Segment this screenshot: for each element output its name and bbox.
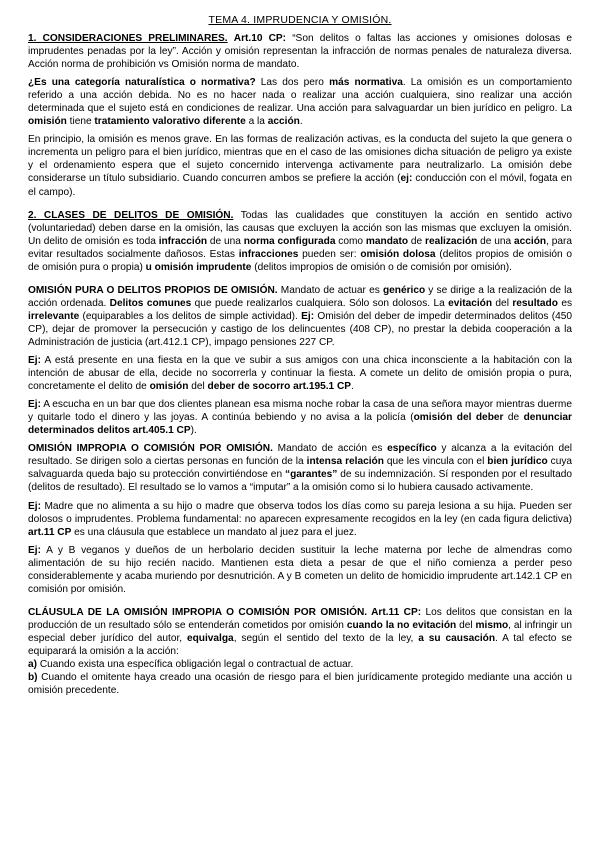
bold-span: cuando la no evitación: [346, 619, 457, 631]
bold-span: equivalga: [186, 632, 234, 644]
text-span: tiene: [66, 116, 95, 128]
bold-span: más normativa: [329, 77, 403, 89]
s4-example-2: [28, 544, 572, 596]
text-span: del: [188, 381, 208, 393]
text-span: . A tal efecto se equiparará la omisión a la acción:: [28, 632, 573, 657]
text-span: y se dirige a la realización de la acción ordenada.: [28, 284, 572, 309]
text-span: (delitos propios de omisión o de omisión pura o propia): [28, 248, 573, 273]
bold-span: Ej:: [28, 399, 41, 411]
text-span: que les vincula con el: [383, 456, 488, 468]
document-title: TEMA 4. IMPRUDENCIA Y OMISIÓN.: [208, 14, 392, 26]
bold-span: u omisión imprudente: [145, 261, 252, 273]
bold-span: Ej:: [28, 544, 41, 556]
bold-span: acción: [514, 235, 547, 247]
s1-paragraph-2: [28, 76, 572, 128]
text-span: como: [335, 235, 366, 247]
bold-span: resultado: [512, 297, 558, 309]
text-span: del: [456, 619, 476, 631]
text-span: conducción con el móvil, fogata en el campo).: [28, 173, 572, 198]
text-span: .: [351, 381, 354, 393]
text-span: de una: [477, 235, 514, 247]
bold-span: deber de socorro art.195.1 CP: [207, 381, 352, 393]
text-span: que puede realizarlos cualquiera. Sólo son dolosos. La: [191, 297, 449, 309]
text-span: a la: [245, 116, 268, 128]
s1-heading: 1. CONSIDERACIONES PRELIMINARES.: [28, 33, 228, 44]
s5-heading: CLÁUSULA DE LA OMISIÓN IMPROPIA O COMISIÓN POR OMISIÓN. Art.11 CP:: [28, 606, 422, 618]
s4-example-1: [28, 500, 572, 539]
text-span: Mandato de acción es: [272, 443, 388, 455]
text-span: Las dos pero: [255, 77, 330, 89]
bold-span: mismo: [475, 619, 509, 631]
text-span: .: [299, 116, 303, 128]
s2-paragraph: [28, 209, 572, 274]
text-span: . La omisión es un comportamiento referido a una acción debida. No es no hacer nada o realizar una acción cualquiera, sino realizar una acción determinada que el sujeto está en condiciones de realizar. Una acción para salvaguardar un bien jurídico en peligro. La: [28, 77, 573, 115]
text-span: (equiparables a los delitos de simple actividad).: [79, 310, 302, 322]
bold-span: intensa relación: [306, 456, 384, 468]
text-span: es una cláusula que establece un mandato al juez para el juez.: [71, 526, 357, 538]
bold-span: Ej:: [28, 500, 41, 512]
text-span: , al infringir un especial deber jurídico del autor,: [28, 619, 573, 644]
bold-span: tratamiento valorativo diferente: [94, 116, 246, 128]
list-item-a: Cuando exista una específica obligación legal o contractual de actuar.: [37, 659, 354, 671]
text-span: cuya salvaguarda queda bajo su protección convirtiéndose en: [28, 456, 573, 481]
bold-span: Delitos comunes: [109, 297, 192, 309]
bold-span: mandato: [365, 235, 409, 247]
text-span: del: [492, 297, 513, 309]
s1-text: “Son delitos o faltas las acciones y omisiones dolosas e imprudentes penadas por la ley”. Acción y omisión representan la infracción de normas penales de naturaleza diversa. Acción norma de prohibición vs Omisión norma de mandato.: [28, 33, 572, 71]
document-page: [28, 14, 572, 702]
s3-example-1: [28, 354, 572, 393]
list-marker-a: a): [28, 659, 38, 671]
s3-example-2: [28, 398, 572, 437]
text-span: es: [557, 297, 573, 309]
bold-span: omisión: [149, 381, 189, 393]
bold-span: irrelevante: [28, 310, 80, 322]
bold-span: Ej:: [28, 355, 41, 367]
bold-span: Ej:: [301, 310, 315, 322]
bold-span: específico: [387, 443, 437, 455]
bold-span: ej:: [400, 173, 413, 185]
bold-span: bien jurídico: [487, 456, 548, 468]
bold-span: omisión del deber: [413, 412, 504, 424]
text-span: de: [503, 412, 524, 424]
text-span: A y B veganos y dueños de un herbolario deciden sustituir la leche materna por leche de almendras como alimentación de su hijo recién nacido. Mantienen esta dieta a pesar de que el niño comienza a perder peso considerablemente y acaba muriendo por desnutrición. A y B cometen un delito de homicidio imprudente art.142.1 CP en comisión por omisión.: [28, 544, 572, 595]
bold-span: art.11 CP: [28, 526, 72, 538]
bold-span: genérico: [382, 284, 426, 296]
text-span: y alcanza a la evitación del resultado. Se dirigen solo a ciertas personas en función de la: [28, 443, 573, 468]
text-span: , para evitar resultados socialmente dañosos. Estas: [28, 235, 572, 260]
bold-span: infracción: [158, 235, 208, 247]
text-span: Omisión del deber de impedir determinados delitos (450 CP), dejar de promover la persecución y castigo de los delincuentes (408 CP), no prestar la debida cooperación a la Administración de justicia (art.412.1 CP), impago pensiones 227 CP.: [28, 310, 572, 348]
text-span: ).: [190, 425, 197, 437]
s1-question: ¿Es una categoría naturalística o normativa?: [28, 77, 256, 89]
bold-span: infracciones: [238, 248, 299, 260]
text-span: de su indemnización. Sí responden por el resultado (delitos de resultado). El resultado se lo vamos a “imputar” a la omisión como si lo hubiera causado activamente.: [28, 469, 572, 494]
bold-span: “garantes”: [285, 469, 338, 481]
bold-span: norma configurada: [243, 235, 336, 247]
bold-span: acción: [267, 116, 300, 128]
s3-heading: OMISIÓN PURA O DELITOS PROPIOS DE OMISIÓN.: [28, 284, 278, 296]
bold-span: omisión dolosa: [360, 248, 436, 260]
bold-span: evitación: [448, 297, 493, 309]
s4-heading: OMISIÓN IMPROPIA O COMISIÓN POR OMISIÓN.: [28, 443, 273, 455]
text-span: de una: [207, 235, 244, 247]
text-span: Mandato de actuar es: [277, 284, 383, 296]
s5-paragraph: [28, 606, 572, 697]
list-marker-b: b): [28, 672, 38, 684]
bold-span: omisión: [28, 116, 67, 128]
s1-paragraph-1: [28, 32, 572, 71]
s2-heading: 2. CLASES DE DELITOS DE OMISIÓN.: [28, 209, 234, 221]
text-span: Todas las cualidades que constituyen la acción en sentido activo (voluntariedad) deben darse en la omisión, las causas que excluyen la acción son las mismas que excluyen la omisión. Un delito de omisión es toda: [28, 209, 573, 247]
text-span: A escucha en un bar que dos clientes planean esa misma noche robar la casa de una señora mayor mientras duerme y quitarle todo el dinero y las joyas. A continúa bebiendo y no avisa a la policía (: [28, 399, 572, 424]
text-span: Los delitos que consistan en la producción de un resultado sólo se entenderán cometidos por omisión: [28, 606, 572, 631]
text-span: pueden ser:: [298, 248, 361, 260]
text-span: En principio, la omisión es menos grave. En las formas de realización activas, es la conducta del sujeto la que genera o incrementa un peligro para el bien jurídico, mientras que en el caso de las omisiones dicha situación de peligro ya existe y el ordenamiento espera que el sujeto concernido intervenga activamente para neutralizarlo. La omisión debe considerarse un título subsidiario. Cuando concurren ambos se prefiere la acción (: [28, 134, 572, 185]
s1-art: Art.10 CP:: [233, 33, 287, 44]
s1-paragraph-3: [28, 133, 572, 198]
bold-span: denunciar determinados delitos art.405.1 CP: [28, 412, 572, 437]
text-span: A está presente en una fiesta en la que ve subir a sus amigos con una chica inconsciente a la habitación con la intención de abusar de ella, decide no socorrerla y continuar la fiesta. A comete un delito de omisión propia o pura, concretamente el delito de: [28, 355, 572, 393]
text-span: , según el sentido del texto de la ley,: [233, 632, 419, 644]
s3-paragraph: [28, 284, 572, 349]
s4-paragraph: [28, 442, 572, 494]
bold-span: realización: [425, 235, 478, 247]
text-span: (delitos impropios de omisión o de comisión por omisión).: [251, 261, 512, 273]
bold-span: a su causación: [418, 632, 496, 644]
list-item-b: Cuando el omitente haya creado una ocasión de riesgo para el bien jurídicamente protegido mediante una acción u omisión precedente.: [28, 672, 572, 697]
text-span: de: [408, 235, 425, 247]
text-span: Madre que no alimenta a su hijo o madre que observa todos los días como su pareja lesiona a su hija. Pueden ser dolosos o imprudentes. Problema fundamental: no aparecen expresamente recogidos en la ley (en cada figura delictiva): [28, 500, 572, 525]
